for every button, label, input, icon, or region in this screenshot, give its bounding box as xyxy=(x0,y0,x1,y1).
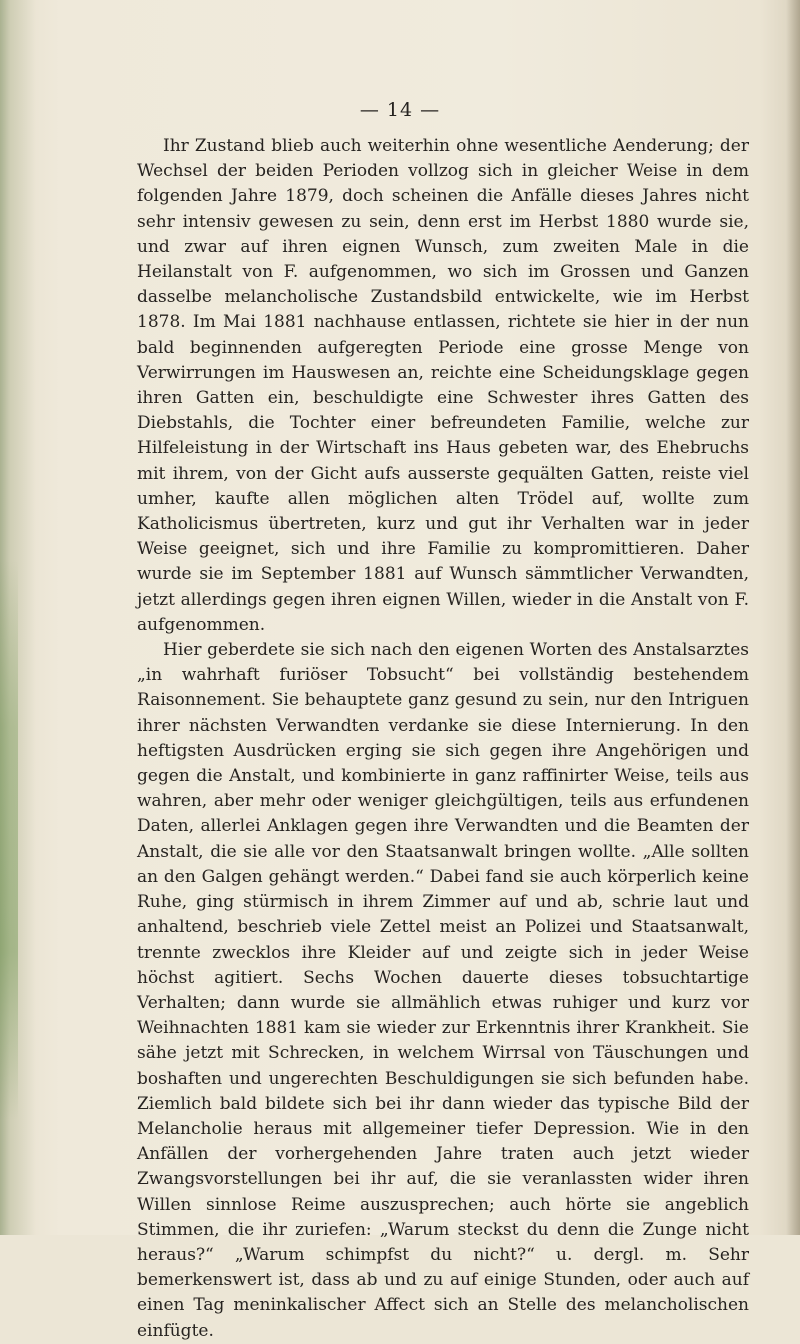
page-edge-stain xyxy=(0,560,18,1120)
body-text xyxy=(137,134,749,1344)
page-number: — 14 — xyxy=(359,99,441,121)
page-right-edge xyxy=(786,0,800,1235)
paragraph-1: Ihr Zustand blieb auch weiterhin ohne wesentliche Aenderung; der Wechsel der beiden Perioden vollzog sich in gleicher Weise in dem folgenden Jahre 1879, doch scheinen die Anfälle dieses Jahres nicht sehr intensiv gewesen zu sein, denn erst im Herbst 1880 wurde sie, und zwar auf ihren eignen Wunsch, zum zweiten Male in die Heilanstalt von F. aufgenommen, wo sich im Grossen und Ganzen dasselbe melancholische Zustandsbild entwickelte, wie im Herbst 1878. Im Mai 1881 nachhause entlassen, richtete sie hier in der nun bald beginnenden aufgeregten Periode eine grosse Menge von Verwirrungen im Hauswesen an, reichte eine Scheidungsklage gegen ihren Gatten ein, beschuldigte eine Schwester ihres Gatten des Diebstahls, die Tochter einer befreundeten Familie, welche zur Hilfeleistung in der Wirtschaft ins Haus gebeten war, des Ehebruchs mit ihrem, von der Gicht aufs ausserste gequälten Gatten, reiste viel umher, kaufte allen möglichen alten Trödel auf, wollte zum Katholicismus übertreten, kurz und gut ihr Verhalten war in jeder Weise geeignet, sich und ihre Familie zu kompromittieren. Daher wurde sie im September 1881 auf Wunsch sämmtlicher Verwandten, jetzt allerdings gegen ihren eignen Willen, wieder in die Anstalt von F. aufgenommen. xyxy=(137,136,749,635)
paragraph-2: Hier geberdete sie sich nach den eigenen Worten des Anstalsarztes „in wahrhaft furiöser Tobsucht“ bei vollständig bestehendem Raisonnement. Sie behauptete ganz gesund zu sein, nur den Intriguen ihrer nächsten Verwandten verdanke sie diese Internierung. In den heftigsten Ausdrücken erging sie sich gegen ihre Angehörigen und gegen die Anstalt, und kombinierte in ganz raffinirter Weise, teils aus wahren, aber mehr oder weniger gleichgültigen, teils aus erfundenen Daten, allerlei Anklagen gegen ihre Verwandten und die Beamten der Anstalt, die sie alle vor den Staatsanwalt bringen wollte. „Alle sollten an den Galgen gehängt werden.“ Dabei fand sie auch körperlich keine Ruhe, ging stürmisch in ihrem Zimmer auf und ab, schrie laut und anhaltend, beschrieb viele Zettel meist an Polizei und Staatsanwalt, trennte zwecklos ihre Kleider auf und zeigte sich in jeder Weise höchst agitiert. Sechs Wochen dauerte dieses tobsuchtartige Verhalten; dann wurde sie allmählich etwas ruhiger und kurz vor Weihnachten 1881 kam sie wieder zur Erkenntnis ihrer Krankheit. Sie sähe jetzt mit Schrecken, in welchem Wirrsal von Täuschungen und boshaften und ungerechten Beschuldigungen sie sich befunden habe. Ziemlich bald bildete sich bei ihr dann wieder das typische Bild der Melancholie heraus mit allgemeiner tiefer Depression. Wie in den Anfällen der vorhergehenden Jahre traten auch jetzt wieder Zwangsvorstellungen bei ihr auf, die sie veranlassten wider ihren Willen sinnlose Reime auszusprechen; auch hörte sie angeblich Stimmen, die ihr zuriefen: „Warum steckst du denn die Zunge nicht heraus?“ „Warum schimpfst du nicht?“ u. dergl. m. Sehr bemerkenswert ist, dass ab und zu auf einige Stunden, oder auch auf einen Tag meninkalischer Affect sich an Stelle des melancholischen einfügte. xyxy=(137,640,749,1341)
